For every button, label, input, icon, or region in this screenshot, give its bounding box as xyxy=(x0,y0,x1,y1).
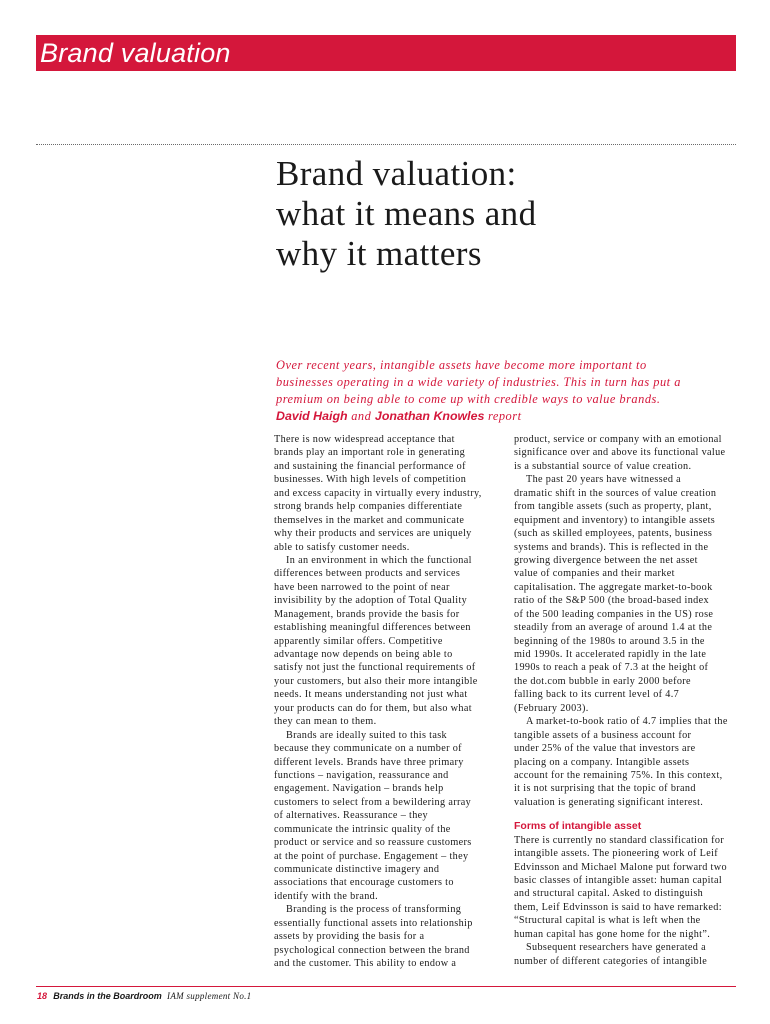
body-text-line: account for the remaining 75%. In this context, xyxy=(514,769,723,781)
body-text-line: Branding is the process of transforming xyxy=(286,904,462,916)
body-text-line: A market-to-book ratio of 4.7 implies that the xyxy=(526,716,728,728)
body-text-line: associations that encourage customers to xyxy=(274,877,454,889)
body-column-left xyxy=(274,433,506,971)
body-text-line: number of different categories of intangible xyxy=(514,955,708,967)
body-text-line: different levels. Brands have three primary xyxy=(274,756,464,768)
body-text-line: product or service and so reassure customers xyxy=(274,837,472,849)
body-text-line: it is not surprising that the topic of brand xyxy=(514,783,696,795)
body-text-line: placing on a company. Intangible assets xyxy=(514,756,690,768)
body-text-line: identify with the brand. xyxy=(274,890,379,902)
body-text-line: systems and brands). This is reflected in the xyxy=(514,541,709,553)
article-headline xyxy=(276,154,716,274)
body-text-line: needs. It means understanding not just what xyxy=(274,689,468,701)
body-text-line: essentially functional assets into relationship xyxy=(274,917,473,929)
body-text-line: why their products and services are uniquely xyxy=(274,528,472,540)
body-text-line: Subsequent researchers have generated a xyxy=(526,942,706,954)
body-text-line: Edvinsson and Michael Malone put forward two xyxy=(514,861,727,873)
body-text-line: able to satisfy customer needs. xyxy=(274,541,410,553)
standfirst-line: Over recent years, intangible assets have become more important to xyxy=(276,358,647,372)
body-text-line: your products can do for them, but also what xyxy=(274,702,472,714)
body-text-line: brands play an important role in generating xyxy=(274,447,466,459)
body-text-line: advantage now depends on being able to xyxy=(274,649,453,660)
body-text-line: and structural capital. Asked to distinguish xyxy=(514,888,704,900)
body-text-line: differences between products and services xyxy=(274,568,461,580)
headline-line: Brand valuation: xyxy=(276,154,517,193)
body-text-line: themselves in the market and communicate xyxy=(274,514,465,526)
byline-conjunction: and xyxy=(351,409,372,423)
body-text-line: (such as skilled employees, patents, business xyxy=(514,528,713,540)
body-text-line: Management, brands provide the basis for xyxy=(274,608,460,620)
section-banner xyxy=(36,35,736,71)
body-text-line: growing divergence between the net asset xyxy=(514,554,698,566)
body-column-right xyxy=(514,433,746,968)
body-text-line: functions – navigation, reassurance and xyxy=(274,769,449,781)
body-text-line: There is currently no standard classification for xyxy=(514,834,725,846)
body-text-line: The past 20 years have witnessed a xyxy=(526,474,682,486)
body-text-line: significance over and above its functional value xyxy=(514,447,726,459)
dotted-divider xyxy=(36,144,736,145)
body-text-line: satisfy not just the functional requirements of xyxy=(274,662,476,674)
body-text-line: at the point of purchase. Engagement – they xyxy=(274,850,469,862)
standfirst-line: premium on being able to come up with credible ways to value brands. xyxy=(276,392,661,406)
body-text-line: because they communicate on a number of xyxy=(274,743,462,755)
body-text-line: In an environment in which the functional xyxy=(286,554,472,566)
body-text-line: have been narrowed to the point of near xyxy=(274,581,450,593)
body-text-line: from tangible assets (such as property, plant, xyxy=(514,501,712,513)
body-text-line: and the customer. This ability to endow a xyxy=(274,958,457,970)
footer-rule xyxy=(36,986,736,987)
body-text-line: basic classes of intangible asset: human capital xyxy=(514,875,723,886)
body-text-line: and sustaining the financial performance of xyxy=(274,460,466,472)
body-text-line: “Structural capital is what is left when the xyxy=(514,915,701,927)
body-text-line: steadily from an average of around 1.4 at the xyxy=(514,622,713,634)
body-text-line: under 25% of the value that investors are xyxy=(514,743,696,755)
body-text-line: of alternatives. Reassurance – they xyxy=(274,810,428,822)
headline-line: why it matters xyxy=(276,234,482,273)
supplement-label: IAM supplement No.1 xyxy=(167,991,252,1001)
body-text-line: communicate the intrinsic quality of the xyxy=(274,823,451,835)
body-text-line: of the 500 leading companies in the US) rose xyxy=(514,608,714,620)
body-text-block xyxy=(514,433,746,809)
body-text-line: strong brands help companies differentiate xyxy=(274,501,463,513)
body-text-line: your customers, but also their more intangible xyxy=(274,675,478,687)
body-text-line: intangible assets. The pioneering work of Leif xyxy=(514,848,719,860)
body-text-line: There is now widespread acceptance that xyxy=(274,434,455,445)
body-text-line: invisibility by the adoption of Total Quality xyxy=(274,595,468,607)
author-name: Jonathan Knowles xyxy=(374,409,485,423)
body-text-line: engagement. Navigation – brands help xyxy=(274,783,444,795)
body-text-line: tangible assets of a business account for xyxy=(514,729,692,741)
byline-verb: report xyxy=(488,409,522,423)
body-text-line: communicate distinctive imagery and xyxy=(274,864,440,875)
body-text-line: (February 2003). xyxy=(514,702,589,714)
body-text-line: Brands are ideally suited to this task xyxy=(286,729,447,741)
body-text-line: 1990s to reach a peak of 7.3 at the height of xyxy=(514,662,709,674)
body-text-line: them, Leif Edvinsson is said to have remarked: xyxy=(514,901,722,913)
body-text-line: valuation is generating significant interest. xyxy=(514,796,704,808)
body-text-line: customers to select from a bewildering array xyxy=(274,796,472,808)
headline-line: what it means and xyxy=(276,194,537,233)
body-text-line: equipment and inventory) to intangible assets xyxy=(514,514,716,526)
body-text-line: dramatic shift in the sources of value creation xyxy=(514,487,717,499)
body-text-line: the dot.com bubble in early 2000 before xyxy=(514,675,691,687)
body-text-line: apparently similar offers. Competitive xyxy=(274,635,443,647)
body-text-line: they can mean to them. xyxy=(274,716,377,728)
body-text-line: falling back to its current level of 4.7 xyxy=(514,689,680,701)
body-text-line: beginning of the 1980s to around 3.5 in the xyxy=(514,635,705,647)
body-text-line: human capital has gone home for the night”. xyxy=(514,928,711,940)
body-text-line: businesses. With high levels of competition xyxy=(274,474,467,486)
page-footer xyxy=(37,990,251,1002)
article-standfirst xyxy=(276,357,736,425)
body-text-line: ratio of the S&P 500 (the broad-based index xyxy=(514,595,709,607)
page-number: 18 xyxy=(37,991,48,1001)
body-text-line: value of companies and their market xyxy=(514,568,675,580)
publication-name: Brands in the Boardroom xyxy=(53,991,162,1001)
body-text-line: and excess capacity in virtually every industry, xyxy=(274,487,482,499)
byline xyxy=(276,408,736,425)
section-title: Brand valuation xyxy=(40,38,231,68)
body-text-line: is a substantial source of value creation. xyxy=(514,460,692,472)
body-text-block xyxy=(514,834,746,968)
body-text-line: mid 1990s. It accelerated rapidly in the late xyxy=(514,649,707,660)
standfirst-line: businesses operating in a wide variety of industries. This in turn has put a xyxy=(276,375,681,389)
body-text-line: product, service or company with an emotional xyxy=(514,434,722,445)
body-text-line: capitalisation. The aggregate market-to-book xyxy=(514,581,713,593)
section-subheading: Forms of intangible asset xyxy=(514,820,642,833)
body-text-line: psychological connection between the brand xyxy=(274,944,470,956)
body-text-line: assets by providing the basis for a xyxy=(274,931,425,943)
author-name: David Haigh xyxy=(276,409,348,423)
body-text-line: establishing meaningful differences between xyxy=(274,622,471,634)
